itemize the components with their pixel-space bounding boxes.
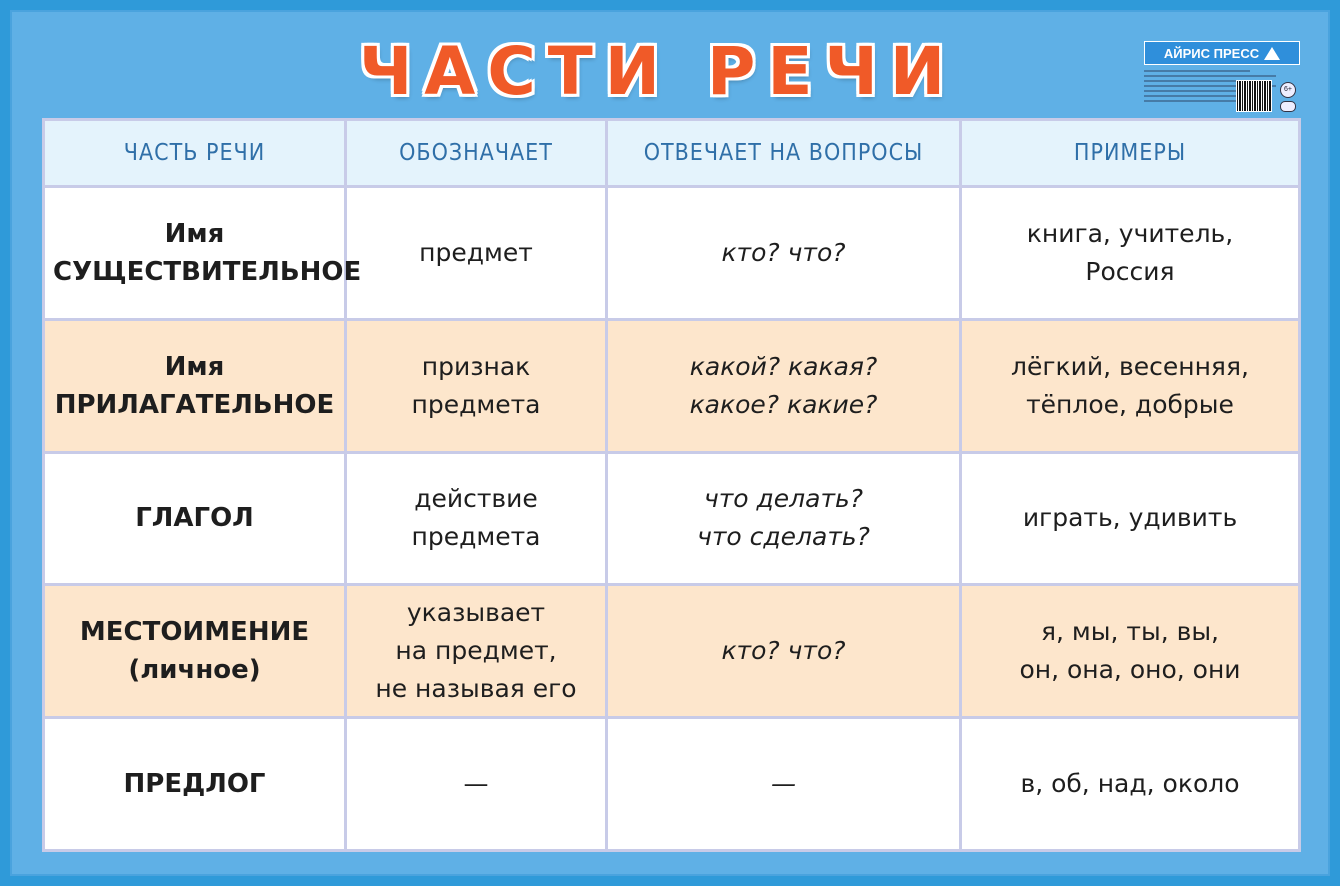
questions-text: —: [771, 769, 796, 799]
header-questions: ОТВЕЧАЕТ НА ВОПРОСЫ: [607, 120, 961, 187]
cell-part: [44, 585, 346, 718]
cell-questions: [607, 187, 961, 320]
publisher-label: АЙРИС ПРЕСС: [1163, 45, 1260, 61]
examples-text: лёгкий, весенняя, тёплое, добрые: [1011, 351, 1249, 419]
table-header-row: [44, 120, 1300, 187]
imprint-fineprint: [1144, 68, 1296, 112]
cell-examples: [961, 452, 1300, 585]
table-row: [44, 319, 1300, 452]
cell-means: [346, 585, 607, 718]
cell-part: [44, 187, 362, 320]
cell-questions: [607, 319, 961, 452]
cell-examples: [961, 585, 1300, 718]
age-rating-icon: 6+: [1280, 82, 1296, 98]
cell-means: [346, 319, 607, 452]
cell-part: [44, 452, 346, 585]
cell-means: [346, 187, 607, 320]
header-means: ОБОЗНАЧАЕТ: [346, 120, 607, 187]
table-row: [44, 585, 1300, 718]
table-row: [44, 452, 1300, 585]
poster-title: ЧАСТИ РЕЧИ: [358, 33, 958, 110]
cell-examples: [961, 187, 1300, 320]
cell-examples: [961, 319, 1300, 452]
cell-means: [346, 452, 607, 585]
questions-text: кто? что?: [721, 237, 846, 267]
means-text: указывает на предмет, не называя его: [375, 598, 577, 704]
certification-icon: [1280, 101, 1296, 112]
part-name: ПРЕДЛОГ: [123, 769, 266, 800]
cell-means: [346, 718, 607, 851]
means-text: действие предмета: [411, 484, 541, 552]
part-name: Имя СУЩЕСТВИТЕЛЬНОЕ: [53, 218, 362, 287]
means-text: предмет: [419, 237, 533, 267]
questions-text: какой? какая? какое? какие?: [689, 351, 878, 419]
questions-text: кто? что?: [721, 636, 846, 666]
publisher-logo-icon: [1264, 47, 1280, 60]
examples-text: в, об, над, около: [1020, 769, 1240, 799]
table-row: [44, 187, 1300, 320]
poster: [10, 10, 1330, 876]
publisher-badge: [1144, 41, 1300, 65]
barcode-icon: [1236, 80, 1272, 112]
questions-text: что делать? что сделать?: [697, 484, 870, 552]
cell-part: [44, 718, 346, 851]
imprint-marks: [1280, 82, 1296, 112]
header-part: ЧАСТЬ РЕЧИ: [44, 120, 346, 187]
part-name: МЕСТОИМЕНИЕ (личное): [79, 617, 310, 686]
cell-questions: [607, 718, 961, 851]
table-row: [44, 718, 1300, 851]
examples-text: играть, удивить: [1022, 503, 1238, 533]
cell-part: [44, 319, 346, 452]
header-examples: ПРИМЕРЫ: [961, 120, 1300, 187]
means-text: признак предмета: [411, 351, 541, 419]
examples-text: я, мы, ты, вы, он, она, оно, они: [1019, 617, 1241, 685]
cell-questions: [607, 585, 961, 718]
examples-text: книга, учитель, Россия: [1026, 218, 1234, 286]
cell-examples: [961, 718, 1300, 851]
means-text: —: [463, 769, 489, 799]
cell-questions: [607, 452, 961, 585]
part-name: ГЛАГОЛ: [135, 503, 254, 534]
part-name: Имя ПРИЛАГАТЕЛЬНОЕ: [54, 351, 335, 420]
parts-of-speech-table: [42, 118, 1301, 852]
